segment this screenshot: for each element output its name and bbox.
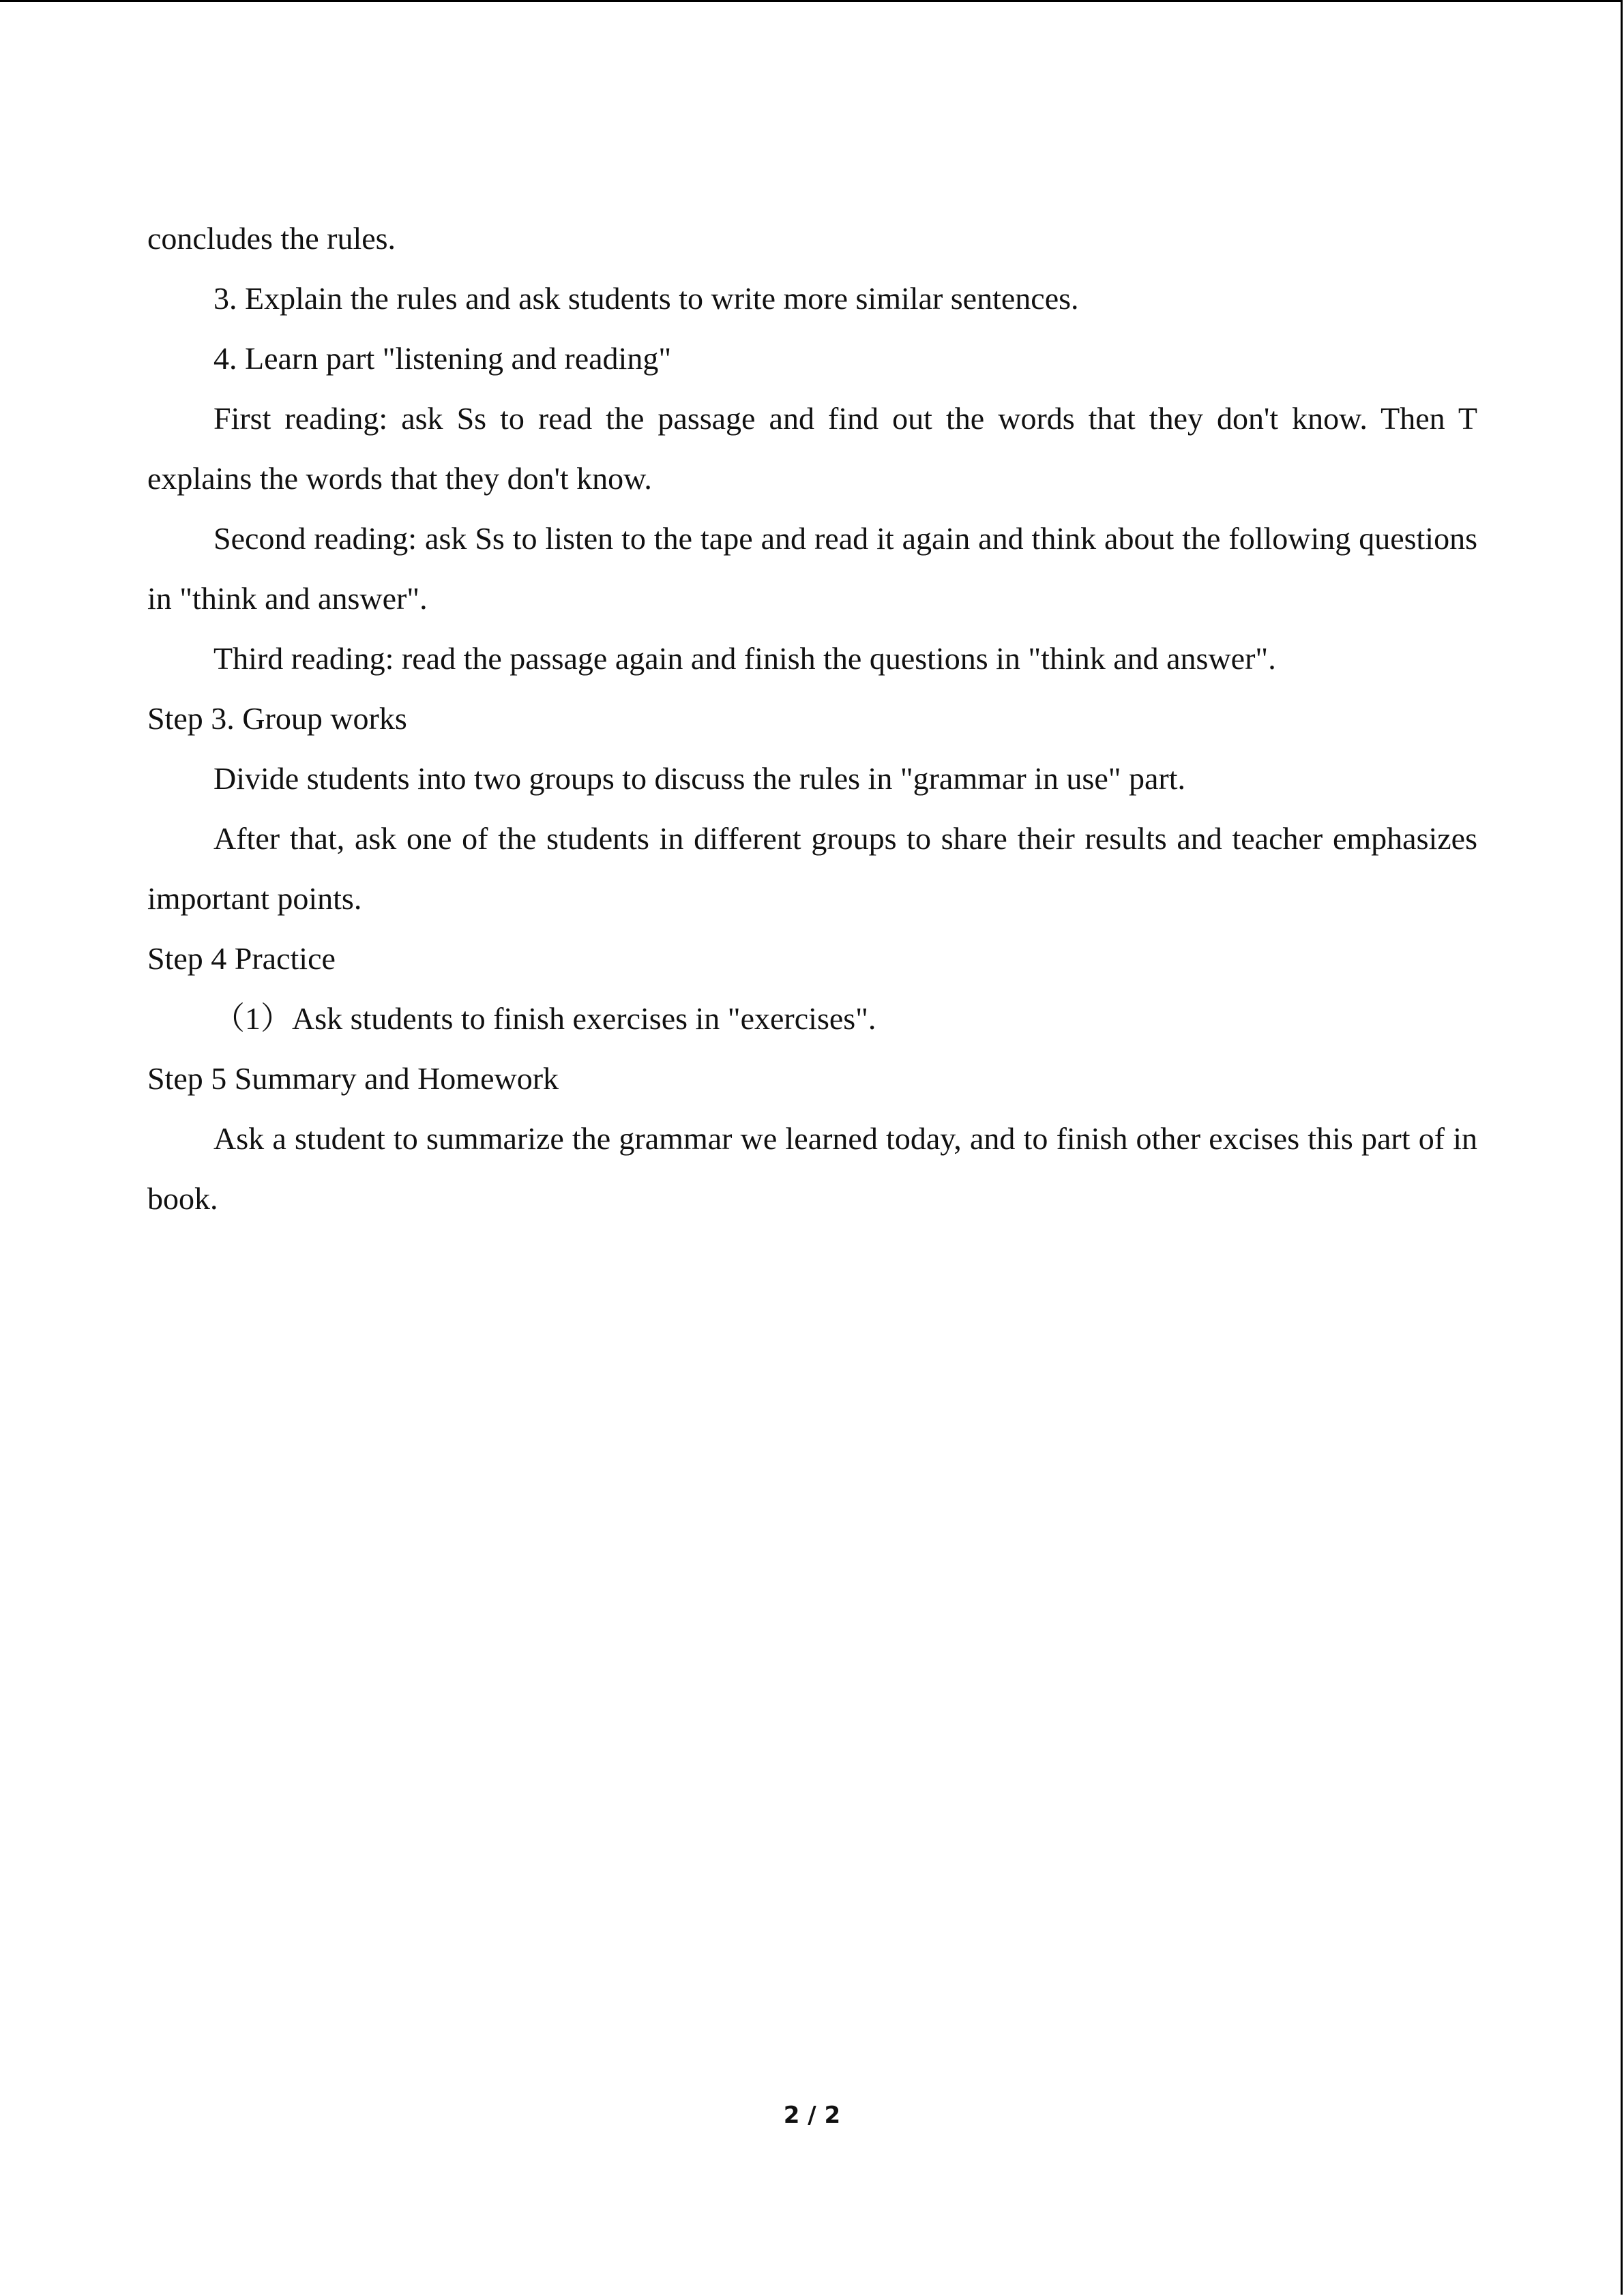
- paragraph-practice-item: （1）Ask students to finish exercises in "exercises".: [213, 1001, 876, 1036]
- paragraph-after-that: After that, ask one of the students in different groups to share their results and teacher emphasizes important points.: [147, 821, 1477, 916]
- page-number: 2 / 2: [783, 2102, 841, 2129]
- paragraph-second-reading: Second reading: ask Ss to listen to the tape and read it again and think about the following questions in "think and answer".: [147, 521, 1477, 616]
- heading-step-3: Step 3. Group works: [147, 701, 407, 736]
- paragraph-explain-rules: 3. Explain the rules and ask students to write more similar sentences.: [213, 281, 1079, 316]
- paragraph-learn-part: 4. Learn part "listening and reading": [213, 341, 672, 376]
- document-body: [147, 209, 1477, 1229]
- heading-step-5: Step 5 Summary and Homework: [147, 1061, 559, 1096]
- paragraph-first-reading: First reading: ask Ss to read the passage and find out the words that they don't know. Then T explains the words that they don't know.: [147, 401, 1477, 496]
- paragraph-divide-students: Divide students into two groups to discuss the rules in "grammar in use" part.: [213, 761, 1186, 796]
- paragraph-continuation: concludes the rules.: [147, 221, 396, 256]
- heading-step-4: Step 4 Practice: [147, 941, 336, 976]
- paragraph-third-reading: Third reading: read the passage again and finish the questions in "think and answer".: [213, 641, 1276, 676]
- paragraph-summary: Ask a student to summarize the grammar we learned today, and to finish other excises this part of in book.: [147, 1121, 1477, 1216]
